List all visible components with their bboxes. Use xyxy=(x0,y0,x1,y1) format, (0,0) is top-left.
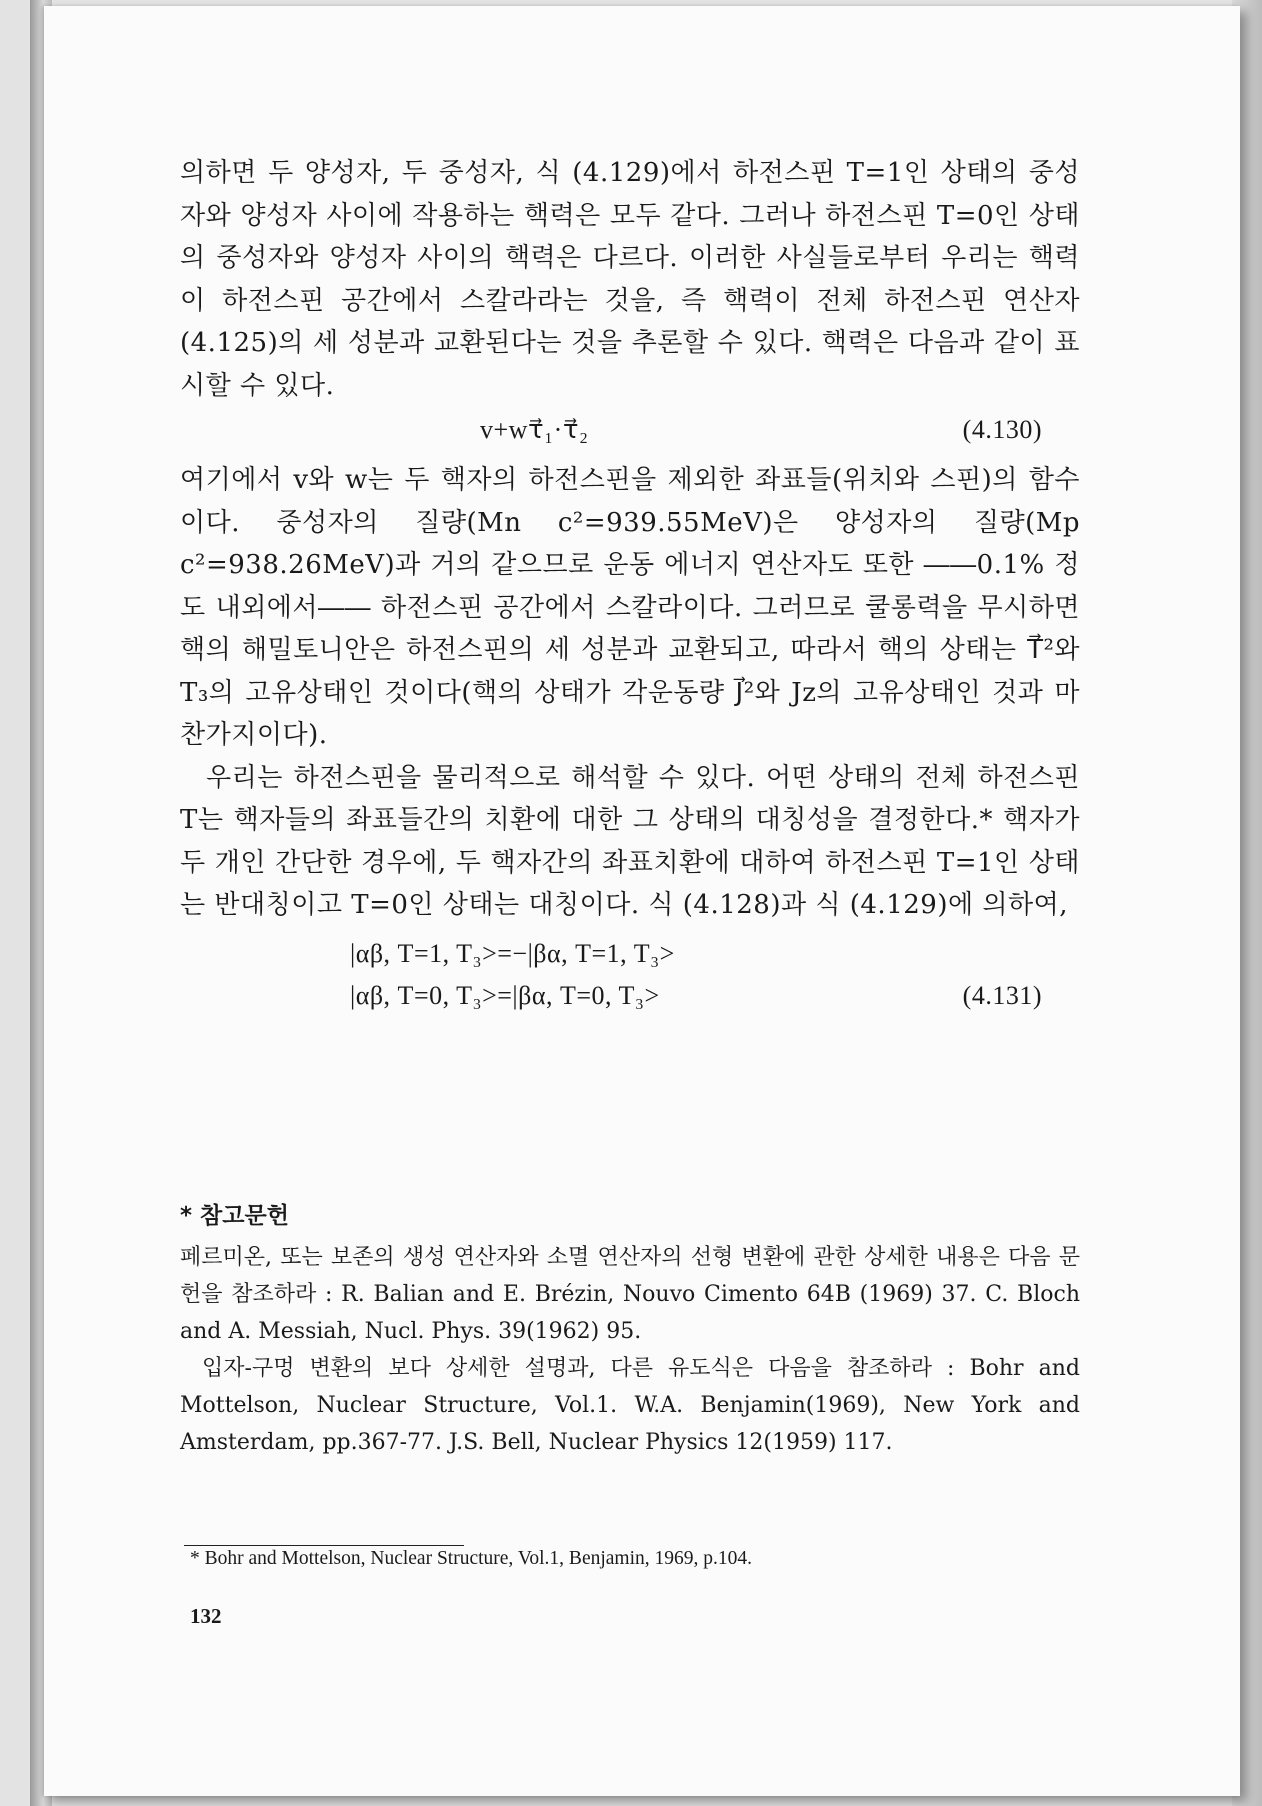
footnote-rule xyxy=(184,1545,464,1546)
reference-1: 페르미온, 또는 보존의 생성 연산자와 소멸 연산자의 선형 변환에 관한 상세한 내용은 다음 문헌을 참조하라 : R. Balian and E. Brézin, Nouvo Cimento 64B (1969) 37. C. Bloch and A. Messiah, Nucl. Phys. 39(1962) 95. xyxy=(180,1245,1080,1344)
paragraph-1: 의하면 두 양성자, 두 중성자, 식 (4.129)에서 하전스핀 T=1인 상태의 중성자와 양성자 사이에 작용하는 핵력은 모두 같다. 그러나 하전스핀 T=0인 상태의 중성자와 양성자 사이의 핵력은 다르다. 이러한 사실들로부터 우리는 핵력이 하전스핀 공간에서 스칼라라는 것을, 즉 핵력이 전체 하전스핀 연산자 (4.125)의 세 성분과 교환된다는 것을 추론할 수 있다. 핵력은 다음과 같이 표시할 수 있다. xyxy=(180,158,1080,401)
equation-4-131-line-2-expr: |αβ, T=0, T₃>=|βα, T=0, T₃> xyxy=(350,980,660,1010)
equation-4-131-line-1-expr: |αβ, T=1, T₃>=−|βα, T=1, T₃> xyxy=(350,938,675,968)
footnote: * Bohr and Mottelson, Nuclear Structure, Vol.1, Benjamin, 1969, p.104. xyxy=(190,1548,753,1569)
equation-4-130 xyxy=(180,409,1080,451)
reference-2: 입자-구멍 변환의 보다 상세한 설명과, 다른 유도식은 다음을 참조하라 : Bohr and Mottelson, Nuclear Structure, Vol.1. W.A. Benjamin(1969), New York and Amsterdam, pp.367-77. J.S. Bell, Nuclear Physics 12(1959) 117. xyxy=(180,1356,1080,1455)
references-section xyxy=(180,1198,1080,1461)
references-heading: * 참고문헌 xyxy=(180,1203,289,1229)
equation-4-130-number: (4.130) xyxy=(962,415,1042,444)
main-text xyxy=(180,152,1080,1017)
paragraph-3: 우리는 하전스핀을 물리적으로 해석할 수 있다. 어떤 상태의 전체 하전스핀 T는 핵자들의 좌표들간의 치환에 대한 그 상태의 대칭성을 결정한다.* 핵자가 두 개인 간단한 경우에, 두 핵자간의 좌표치환에 대하여 하전스핀 T=1인 상태는 반대칭이고 T=0인 상태는 대칭이다. 식 (4.128)과 식 (4.129)에 의하여, xyxy=(180,762,1080,920)
equation-4-131-line-2 xyxy=(180,975,1080,1017)
page-number: 132 xyxy=(190,1604,222,1628)
equation-4-131-number: (4.131) xyxy=(962,980,1042,1010)
paragraph-2: 여기에서 v와 w는 두 핵자의 하전스핀을 제외한 좌표들(위치와 스핀)의 함수이다. 중성자의 질량(Mn c²=939.55MeV)은 양성자의 질량(Mp c²=938.26MeV)과 거의 같으므로 운동 에너지 연산자도 또한 ――0.1% 정도 내외에서―― 하전스핀 공간에서 스칼라이다. 그러므로 쿨롱력을 무시하면 핵의 해밀토니안은 하전스핀의 세 성분과 교환되고, 따라서 핵의 상태는 T⃗²와 T₃의 고유상태인 것이다(핵의 상태가 각운동량 J⃗²와 Jz의 고유상태인 것과 마찬가지이다). xyxy=(180,465,1080,750)
equation-4-130-expr: v+wτ⃗₁·τ⃗₂ xyxy=(480,415,589,444)
equation-4-131-line-1 xyxy=(180,933,1080,975)
